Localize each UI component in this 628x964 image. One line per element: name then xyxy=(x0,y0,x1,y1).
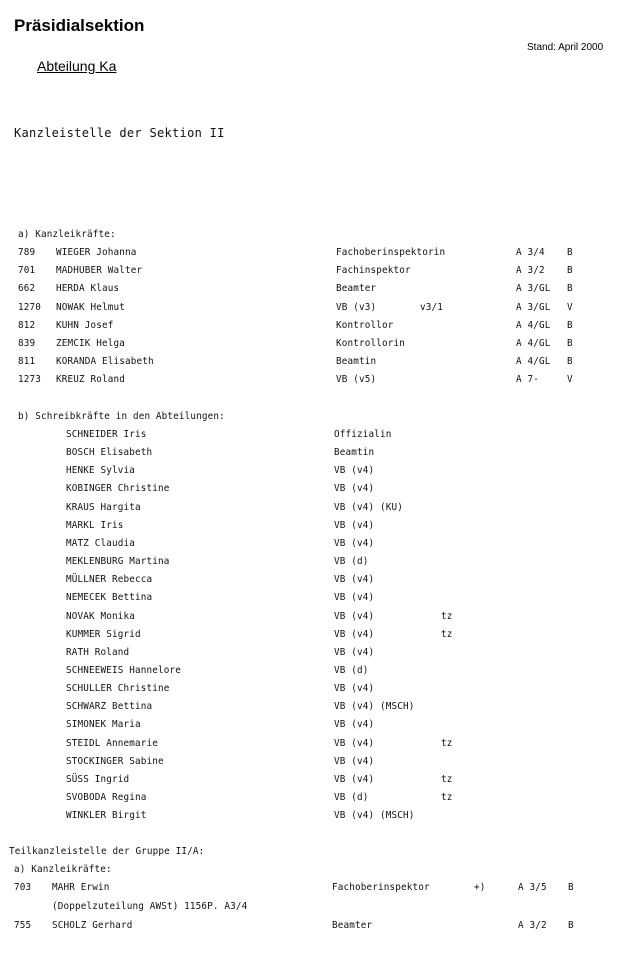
staff-title: VB (v4) xyxy=(334,683,375,695)
staff-title: VB (v4) xyxy=(334,465,375,477)
staff-name: ZEMCIK Helga xyxy=(56,338,125,349)
staff-name: MAHR Erwin xyxy=(52,882,110,893)
staff-name: STOCKINGER Sabine xyxy=(66,755,164,767)
staff-title: VB (d) xyxy=(334,556,369,568)
staff-extra: v3/1 xyxy=(420,301,443,313)
staff-name: STEIDL Annemarie xyxy=(66,737,158,749)
staff-category: B xyxy=(567,356,573,368)
part-time-note: tz xyxy=(441,773,453,785)
staff-name: SÜSS Ingrid xyxy=(66,773,130,785)
staff-grade: A 7- xyxy=(516,374,539,386)
staff-name: MATZ Claudia xyxy=(66,537,135,549)
staff-title: VB (v4) xyxy=(334,737,375,749)
staff-name: KOBINGER Christine xyxy=(66,483,170,495)
staff-category: B xyxy=(567,265,573,277)
staff-title: VB (v4) xyxy=(334,755,375,767)
staff-name: NOWAK Helmut xyxy=(56,301,125,313)
staff-name: WIEGER Johanna xyxy=(56,247,137,258)
section-title: Kanzleistelle der Sektion II xyxy=(14,126,225,140)
staff-grade: A 4/GL xyxy=(516,338,551,349)
part-time-note: tz xyxy=(441,610,453,622)
staff-name: KRAUS Hargita xyxy=(66,501,141,513)
staff-title: VB (v4) xyxy=(334,592,375,604)
staff-title: VB (v4) (MSCH) xyxy=(334,701,415,713)
staff-title: VB (v5) xyxy=(336,374,377,386)
staff-title: VB (d) xyxy=(334,792,369,803)
staff-title: Fachinspektor xyxy=(336,265,411,277)
staff-title: VB (v4) xyxy=(334,628,375,640)
staff-title: VB (v4) (MSCH) xyxy=(334,810,415,822)
staff-number: 1270 xyxy=(18,301,41,313)
staff-grade: A 3/2 xyxy=(518,920,547,931)
staff-name: MADHUBER Walter xyxy=(56,265,143,277)
staff-number: 811 xyxy=(18,356,36,368)
staff-grade: A 3/GL xyxy=(516,301,551,313)
assignment-note: (Doppelzuteilung AWSt) 1156P. A3/4 xyxy=(52,901,248,912)
part-time-note: tz xyxy=(441,628,453,640)
staff-title: Fachoberinspektor xyxy=(332,882,430,893)
teil-title: Teilkanzleistelle der Gruppe II/A: xyxy=(9,846,205,857)
staff-title: VB (v4) xyxy=(334,483,375,495)
staff-name: MARKL Iris xyxy=(66,519,124,531)
staff-category: B xyxy=(567,247,573,258)
staff-title: Offizialin xyxy=(334,429,392,440)
staff-title: VB (v3) xyxy=(336,301,377,313)
staff-name: SIMONEK Maria xyxy=(66,719,141,731)
staff-title: VB (v4) xyxy=(334,574,375,586)
staff-name: SCHNEIDER Iris xyxy=(66,429,147,440)
staff-name: BOSCH Elisabeth xyxy=(66,447,153,459)
staff-name: SCHWARZ Bettina xyxy=(66,701,153,713)
staff-title: VB (v4) xyxy=(334,646,375,658)
staff-name: KUMMER Sigrid xyxy=(66,628,141,640)
staff-name: SCHNEEWEIS Hannelore xyxy=(66,664,181,676)
group-b-label: b) Schreibkräfte in den Abteilungen: xyxy=(18,411,225,422)
staff-number: 755 xyxy=(14,920,32,931)
staff-name: KUHN Josef xyxy=(56,319,114,331)
staff-title: Beamter xyxy=(336,283,377,295)
staff-name: SVOBODA Regina xyxy=(66,792,147,803)
staff-title: Kontrollorin xyxy=(336,338,405,349)
staff-title: VB (v4) xyxy=(334,773,375,785)
page-title: Präsidialsektion xyxy=(14,16,145,35)
staff-grade: A 3/4 xyxy=(516,247,545,258)
staff-grade: A 3/5 xyxy=(518,882,547,893)
staff-number: 789 xyxy=(18,247,36,258)
staff-name: NEMECEK Bettina xyxy=(66,592,153,604)
stand-date: Stand: April 2000 xyxy=(527,42,604,53)
staff-grade: A 3/GL xyxy=(516,283,551,295)
staff-name: SCHULLER Christine xyxy=(66,683,170,695)
staff-name: RATH Roland xyxy=(66,646,130,658)
staff-category: V xyxy=(567,374,573,386)
staff-title: Beamter xyxy=(332,920,373,931)
staff-grade: A 4/GL xyxy=(516,356,551,368)
staff-name: HENKE Sylvia xyxy=(66,465,135,477)
staff-name: HERDA Klaus xyxy=(56,283,120,295)
staff-name: WINKLER Birgit xyxy=(66,810,147,822)
part-time-note: tz xyxy=(441,792,453,803)
staff-category: B xyxy=(567,283,573,295)
staff-category: B xyxy=(568,920,574,931)
staff-number: 812 xyxy=(18,319,36,331)
staff-number: 703 xyxy=(14,882,32,893)
staff-title: Fachoberinspektorin xyxy=(336,247,446,258)
teil-label: a) Kanzleikräfte: xyxy=(14,864,112,875)
staff-name: MÜLLNER Rebecca xyxy=(66,574,153,586)
staff-grade: A 3/2 xyxy=(516,265,545,277)
staff-name: MEKLENBURG Martina xyxy=(66,556,170,568)
staff-title: VB (v4) xyxy=(334,537,375,549)
staff-title: Kontrollor xyxy=(336,319,394,331)
staff-name: NOVAK Monika xyxy=(66,610,135,622)
staff-number: 1273 xyxy=(18,374,41,386)
staff-title: Beamtin xyxy=(334,447,375,459)
staff-category: B xyxy=(568,882,574,893)
staff-category: V xyxy=(567,301,573,313)
staff-title: VB (d) xyxy=(334,664,369,676)
staff-title: VB (v4) xyxy=(334,719,375,731)
staff-number: 701 xyxy=(18,265,36,277)
part-time-note: tz xyxy=(441,737,453,749)
staff-title: VB (v4) (KU) xyxy=(334,501,403,513)
staff-title: VB (v4) xyxy=(334,519,375,531)
group-a-label: a) Kanzleikräfte: xyxy=(18,229,116,240)
staff-title: VB (v4) xyxy=(334,610,375,622)
staff-number: 839 xyxy=(18,338,36,349)
staff-title: Beamtin xyxy=(336,356,377,368)
footnote-mark: +) xyxy=(474,882,486,893)
staff-grade: A 4/GL xyxy=(516,319,551,331)
staff-name: SCHOLZ Gerhard xyxy=(52,920,133,931)
staff-category: B xyxy=(567,338,573,349)
staff-name: KREUZ Roland xyxy=(56,374,125,386)
staff-name: KORANDA Elisabeth xyxy=(56,356,154,368)
staff-number: 662 xyxy=(18,283,36,295)
department-heading: Abteilung Ka xyxy=(37,58,117,74)
staff-category: B xyxy=(567,319,573,331)
